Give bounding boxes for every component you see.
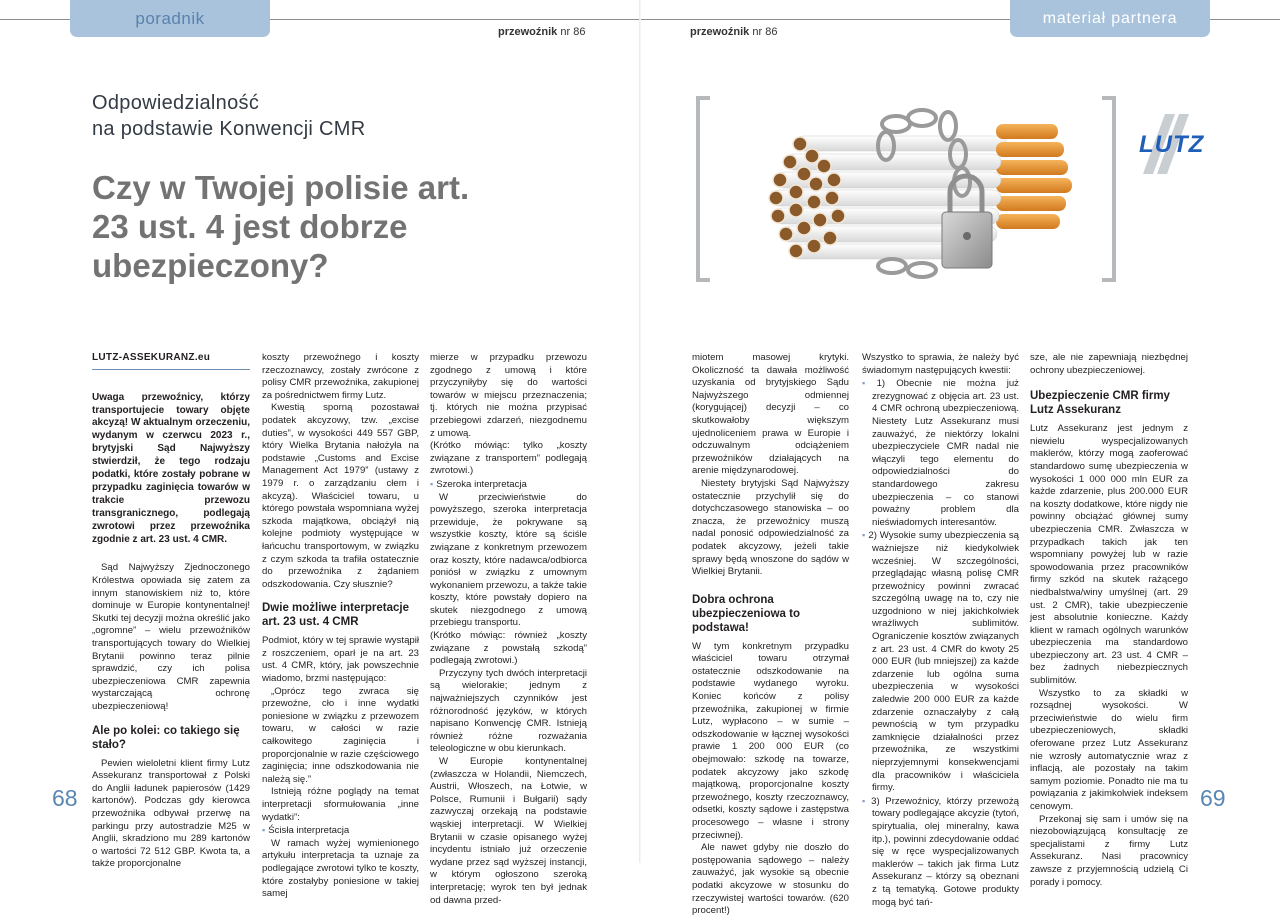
title-line: ubezpieczony? [92, 247, 329, 284]
svg-text:LUTZ: LUTZ [1139, 131, 1205, 158]
text-column-5 [862, 352, 1019, 909]
frame-bracket-right [1102, 96, 1116, 282]
bullet-item: ▪ 1) Obecnie nie można już zrezygnować z objęcia art. 23 ust. 4 CMR ochroną ubezpieczeniową. Niestety Lutz Assekuranz musi zauważyć, że niektórzy lokalni ubezpieczyciele CMR nadal nie włączyli tego elementu do odpowiedzialności do standardowego zakresu ubezpieczenia – co stanowi poważny problem dla nieświadomych interesantów. [862, 377, 1019, 529]
paragraph: Niestety brytyjski Sąd Najwyższy ostatecznie przychylił się do dotychczasowego stanowiska – oo znacza, że przewoźnicy muszą nadal ponosić odpowiedzialność za podatek akcyzowy, jeżeli takie sprawy będą wnoszone do sądów w Wielkiej Brytanii. [692, 477, 849, 578]
lutz-logo [1135, 112, 1245, 176]
text-column-6 [1030, 352, 1188, 889]
section-tab-right [1010, 0, 1210, 37]
issue-number: nr 86 [560, 26, 586, 38]
bullet-item: ▪ Szeroka interpretacja [430, 478, 587, 492]
paragraph: Istnieją różne poglądy na temat interpretacji sformułowania „inne wydatki”: [262, 786, 419, 823]
bullet-item: ▪ Ścisła interpretacja [262, 824, 419, 838]
paragraph: Pewien wieloletni klient firmy Lutz Assekuranz transportował z Polski do Anglii ładunek papierosów (1429 kartonów). Podczas gdy kierowca przewoźnika odbywał przerwę na parkingu przy autostradzie M25 w Anglii, skradziono mu 289 kartonów o wartości 72 512 GBP. Kwota ta, a także proporcjonalne [92, 757, 250, 870]
frame-bracket-left [696, 96, 710, 282]
title-line: Czy w Twojej polisie art. [92, 169, 470, 206]
magazine-name: przewoźnik [498, 26, 558, 38]
paragraph: koszty przewoźnego i koszty rzeczoznawcy, zostały zwrócone z polisy CMR przewoźnika, zakupionej za pośrednictwem firmy Lutz. [262, 352, 419, 401]
text-column-4 [692, 352, 849, 918]
supertitle-line: Odpowiedzialność [92, 92, 260, 114]
bullet-item: ▪ 2) Wysokie sumy ubezpieczenia są ważniejsze niż kiedykolwiek wcześniej. W szczególności, przeglądając własną polisę CMR przewoźnicy powinni zwracać szczególną uwagę na to, czy nie uzgodniono w niej jakichkolwiek wrażliwych sublimitów. Ograniczenie kosztów związanych z art. 23 ust. 4 CMR do kwoty 25 000 EUR (lub mniejszej) za każde zdarzenie lub ogólna suma ubezpieczenia w wysokości zaledwie 200 000 EUR za każde zdarzenie oznaczałyby z całą pewnością w tym przypadku zamknięcie działalności przez przewoźnika, ze wszystkimi nieprzyjemnymi konsekwencjami dla pracowników i właściciela firmy. [862, 529, 1019, 794]
paragraph: Przekonaj się sam i umów się na niezobowiązującą konsultację ze specjalistami z firmy Lutz Assekuranz. Nasi pracownicy zawsze z przyjemnością udzielą Ci porady i pomocy. [1030, 813, 1188, 888]
section-label: poradnik [135, 8, 205, 28]
paragraph: sze, ale nie zapewniają niezbędnej ochrony ubezpieczeniowej. [1030, 352, 1188, 376]
paragraph: Lutz Assekuranz jest jednym z niewielu wyspecjalizowanych maklerów, którzy mogą zaoferować standardowo sumę ubezpieczenia w wysokości 1 000 000 mln EUR za każde zdarzenie, plus 200.000 EUR na koszty dodatkowe, które nigdy nie powinny obciążać głównej sumy ubezpieczenia CMR. Zwłaszcza w przypadkach takich jak ten wspomniany powyżej lub w razie spowodowania przez pracowników firmy szkód na skutek rażącego niedbalstwa/winy umyślnej (art. 29 ust. 2 CMR), takie ubezpieczenie jest absolutnie konieczne. Każdy klient w ramach ogólnych warunków ubezpieczenia ma standardowo ubezpieczony art. 23 ust. 4 CMR – bez żadnych niebezpiecznych sublimitów. [1030, 423, 1188, 687]
page-number-left: 68 [52, 785, 78, 811]
paragraph: miotem masowej krytyki. Okoliczność ta dawała możliwość uzyskania od brytyjskiego Sądu Najwyższego odmiennej (korygującej) decyzji – co skutkowałoby większym ujednoliceniem prawa w Europie i odczuwalnym odciążeniem przewoźników działających na arenie międzynarodowej. [692, 352, 849, 477]
paragraph: Ale nawet gdyby nie doszło do postępowania sądowego – należy zauważyć, jak wysokie są obecnie podatki akcyzowe w stosunku do rzeczywistej wartości towarów. (620 procent!) [692, 842, 849, 917]
chained-cigarettes-illustration [696, 96, 1116, 282]
title-line: 23 ust. 4 jest dobrze [92, 208, 408, 245]
paragraph: Kwestią sporną pozostawał podatek akcyzowy, tzw. „excise duties”, w wysokości 449 557 GBP, który Wielka Brytania nałożyła na podstawie „Customs and Excise Management Act 1979” (ustawy z 1979 r. o zarządzaniu cłem i akcyzą). Właściciel towaru, u którego powstała wspomniana wyżej szkoda majątkowa, obciążył nią kolejne podmioty występujące w łańcuchu transportowym, w związku z czym szkoda ta trafiła ostatecznie do przewoźnika z żądaniem odszkodowania. Czy słusznie? [262, 402, 419, 590]
quote: „Oprócz tego zwraca się przewoźne, cło i inne wydatki poniesione w związku z przewozem towaru, w całości w razie całkowitego zaginięcia i proporcjonalnie w razie częściowego zaginięcia; inne odszkodowania nie należą się.” [262, 685, 419, 785]
paragraph: W przeciwieństwie do powyższego, szeroka interpretacja przewiduje, że pokrywane są wszystkie koszty, które są ściśle związane z konkretnym przewozem oraz koszty, które nadawca/odbiorca poniósł w związku z umownym wykonaniem przewozu, a także takie koszty, które powstały dopiero na skutek niezgodnego z umową przebiegu transportu. [430, 491, 587, 629]
text-column-1 [92, 352, 250, 871]
supertitle-line: na podstawie Konwencji CMR [92, 118, 366, 140]
running-header-left [498, 26, 585, 38]
paragraph: W ramach wyżej wymienionego artykułu interpretacja ta uznaje za podlegające zwrotowi tylko te koszty, które zostałyby poniesione w takiej samej [262, 837, 419, 900]
article-source: LUTZ-ASSEKURANZ.eu [92, 352, 250, 370]
paragraph: mierze w przypadku przewozu zgodnego z umową i które przyczyniłyby się do wartości towarów w miejscu przeznaczenia; tj. których nie można przypisać przebiegowi zdarzeń, niezgodnemu z umową. [430, 352, 587, 439]
paragraph: Wszystko to sprawia, że należy być świadomym następujących kwestii: [862, 352, 1019, 376]
subheading: Dobra ochrona ubezpieczeniowa to podstawa! [692, 593, 800, 634]
section-label: materiał partnera [1042, 9, 1178, 27]
subheading: Ale po kolei: co takiego się stało? [92, 724, 240, 751]
paragraph: W Europie kontynentalnej (zwłaszcza w Holandii, Niemczech, Austrii, Włoszech, na Łotwie, w Polsce, Rumunii i Bułgarii) sądy zazwyczaj orzekają na podstawie wąskiej interpretacji. W Wielkiej Brytanii w czasie opisanego wyżej incydentu istniało już orzeczenie wydane przez sąd wyższej instancji, w którym ogłoszono szeroką interpretację; wyrok ten był jednak od dawna przed- [430, 756, 587, 906]
article-lede: Uwaga przewoźnicy, którzy transportujecie towary objęte akcyzą! W aktualnym orzeczeniu, wydanym w czerwcu 2023 r., brytyjski Sąd Najwyższy stwierdził, że tego rodzaju podatki, które zostały pobrane w przypadku zaginięcia towarów w trakcie przewozu transgranicznego, podlegają zwrotowi przez przewoźnika zgodnie z art. 23 ust. 4 CMR. [92, 391, 250, 545]
section-tab-left [70, 0, 270, 37]
paragraph: Podmiot, który w tej sprawie wystąpił z roszczeniem, oparł je na art. 23 ust. 4 CMR, który, jak powszechnie wiadomo, brzmi następująco: [262, 635, 419, 685]
cigarettes-photo [696, 96, 1116, 282]
article-title [92, 168, 562, 285]
subheading: Ubezpieczenie CMR firmy Lutz Assekuranz [1030, 390, 1170, 417]
issue-number: nr 86 [752, 26, 778, 38]
running-header-right [690, 26, 777, 38]
paragraph: Wszystko to za składki w rozsądnej wysokości. W przeciwieństwie do wielu firm ubezpieczeniowych, składki oferowane przez Lutz Assekuranz nie wzrosły automatycznie wraz z inflacją, ale pozostały na takim samym poziomie. Ponadto nie ma tu powiązania z jakimkolwiek indeksem cenowym. [1030, 687, 1188, 812]
text-column-2 [262, 352, 419, 901]
article-supertitle [92, 90, 522, 142]
bullet-item: ▪ 3) Przewoźnicy, którzy przewożą towary podlegające akcyzie (tytoń, spirytualia, olej mineralny, kawa itp.), powinni zdecydowanie oddać się w ręce wyspecjalizowanych maklerów – takich jak firma Lutz Assekuranz – którzy są obeznani z tą tematyką. Gotowe produkty mogą być tań- [862, 795, 1019, 909]
paragraph: Sąd Najwyższy Zjednoczonego Królestwa opowiada się zatem za innym stanowiskiem niż to, które dominuje w Europie kontynentalnej! Skutki tej decyzji można określić jako „ogromne” – wielu przewoźników transportujących towary do Wielkiej Brytanii powinno teraz pilnie sprawdzić, czy ich polisa ubezpieczeniowa CMR zapewnia wystarczającą ochronę ubezpieczeniową! [92, 562, 250, 712]
paragraph: (Krótko mówiąc: również „koszty związane z powstałą szkodą” podlegają zwrotowi.) [430, 630, 587, 667]
magazine-name: przewoźnik [690, 26, 750, 38]
paragraph: (Krótko mówiąc: tylko „koszty związane z transportem” podlegają zwrotowi.) [430, 440, 587, 477]
text-column-3 [430, 352, 587, 907]
paragraph: W tym konkretnym przypadku właściciel towaru otrzymał ostatecznie odszkodowanie na podstawie wydanego wyroku. Koniec końców z polisy przewoźnika, zakupionej w firmie Lutz, wypłacono – w sumie – odszkodowanie w łącznej wysokości prawie 1 200 000 EUR (co obejmowało: szkodę na towarze, podatek akcyzowy jako szkodę majątkową, proporcjonalne koszty przewoźnego, koszty rzeczoznawcy, odsetki, koszty sądowe i zastępstwa procesowego – własne i strony przeciwnej). [692, 640, 849, 841]
page-number-right: 69 [1200, 785, 1226, 811]
lutz-logo-mark [1135, 112, 1245, 176]
paragraph: Przyczyny tych dwóch interpretacji są wielorakie; jednym z najważniejszych czynników jest różnorodność języków, w których napisano Konwencję CMR. Istnieją również różne rozważania teleologiczne w obu kierunkach. [430, 667, 587, 755]
subheading: Dwie możliwe interpretacje art. 23 ust. 4 CMR [262, 602, 409, 629]
spine-gutter [639, 0, 641, 863]
